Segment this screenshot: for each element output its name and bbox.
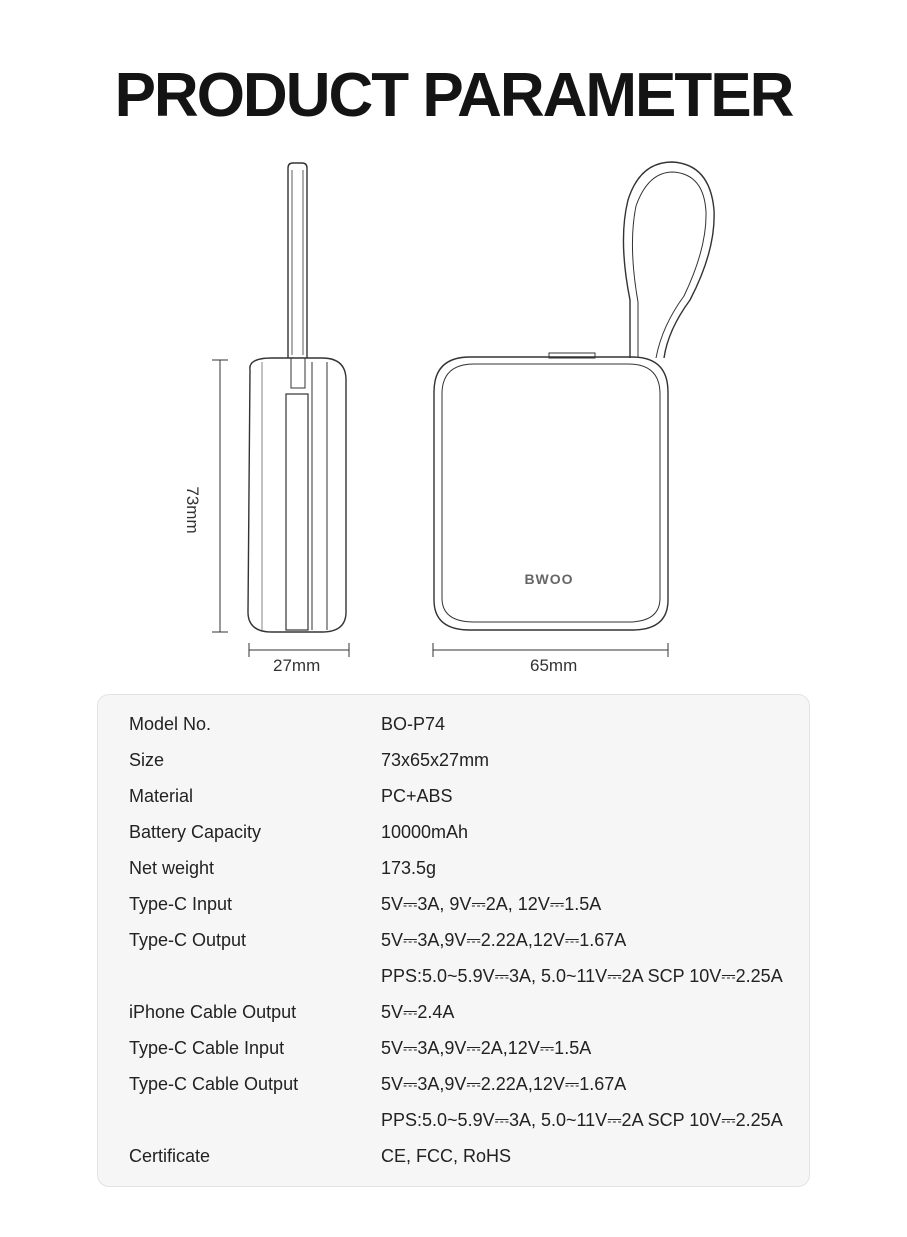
spec-value: BO-P74: [381, 714, 446, 734]
spec-value: 5V⎓3A,9V⎓2.22A,12V⎓1.67A: [381, 1074, 627, 1094]
spec-value: PPS:5.0~5.9V⎓3A, 5.0~11V⎓2A SCP 10V⎓2.25A: [381, 966, 783, 986]
spec-value: PC+ABS: [381, 786, 453, 806]
spec-label: Type-C Cable Output: [129, 1074, 299, 1094]
spec-row-typec-output: [98, 922, 809, 958]
spec-label: Certificate: [129, 1146, 211, 1166]
brand-logo: BWOO: [524, 571, 574, 587]
spec-value: 73x65x27mm: [381, 750, 490, 770]
spec-value: 10000mAh: [381, 822, 469, 842]
spec-row-typec-cable-output-pps: [98, 1102, 809, 1138]
spec-row-typec-cable-input: [98, 1030, 809, 1066]
spec-label: Battery Capacity: [129, 822, 262, 842]
spec-value: 5V⎓3A,9V⎓2.22A,12V⎓1.67A: [381, 930, 627, 950]
width-label: 65mm: [530, 656, 578, 675]
spec-row-weight: [98, 850, 809, 886]
spec-row-model: [98, 706, 809, 742]
spec-label: Type-C Output: [129, 930, 247, 950]
front-body: [434, 357, 668, 630]
side-strap: [288, 163, 307, 358]
spec-value: 5V⎓3A, 9V⎓2A, 12V⎓1.5A: [381, 894, 602, 914]
spec-value: 173.5g: [381, 858, 437, 878]
spec-value: 5V⎓3A,9V⎓2A,12V⎓1.5A: [381, 1038, 592, 1058]
spec-value: 5V⎓2.4A: [381, 1002, 455, 1022]
spec-label: Net weight: [129, 858, 215, 878]
depth-label: 27mm: [273, 656, 321, 675]
spec-row-iphone-cable-output: [98, 994, 809, 1030]
spec-row-typec-output-pps: [98, 958, 809, 994]
side-body: [248, 358, 346, 632]
spec-row-typec-input: [98, 886, 809, 922]
height-label: 73mm: [183, 486, 202, 534]
spec-row-certificate: [98, 1138, 809, 1174]
spec-row-material: [98, 778, 809, 814]
spec-row-typec-cable-output: [98, 1066, 809, 1102]
spec-value: PPS:5.0~5.9V⎓3A, 5.0~11V⎓2A SCP 10V⎓2.25A: [381, 1110, 783, 1130]
spec-label: Model No.: [129, 714, 212, 734]
spec-value: CE, FCC, RoHS: [381, 1146, 512, 1166]
product-drawing: [0, 150, 907, 690]
spec-label: Material: [129, 786, 194, 806]
spec-label: Size: [129, 750, 165, 770]
spec-row-size: [98, 742, 809, 778]
page-title: PRODUCT PARAMETER: [114, 61, 793, 130]
front-loop: [623, 162, 714, 358]
spec-label: Type-C Cable Input: [129, 1038, 285, 1058]
spec-table: [97, 694, 810, 1187]
spec-label: iPhone Cable Output: [129, 1002, 297, 1022]
spec-label: Type-C Input: [129, 894, 233, 914]
spec-row-capacity: [98, 814, 809, 850]
